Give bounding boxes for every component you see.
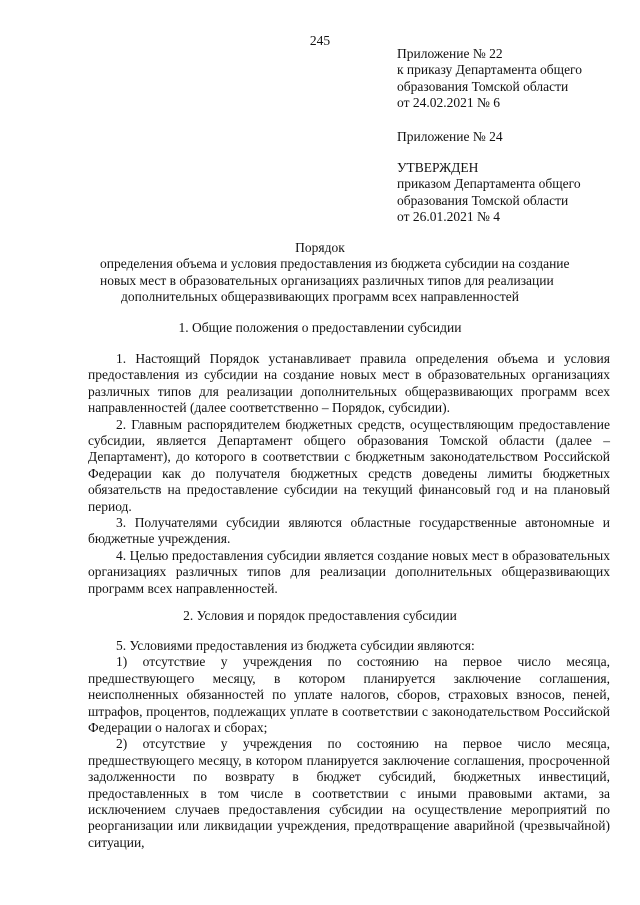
appendix-24-block — [397, 129, 627, 145]
approved-block — [397, 160, 627, 226]
appendix-24-title: Приложение № 24 — [397, 129, 503, 144]
section-2-heading: 2. Условия и порядок предоставления субсидии — [183, 608, 457, 623]
appendix-22-order-ref: к приказу Департамента общего — [397, 62, 583, 78]
section-2-paragraph: 2) отсутствие у учреждения по состоянию на первое число месяца, предшествующего месяцу, в котором планируется заключение соглашения, просроченной задолженности по возврату в бюджет субсидий, бюджетных инвестиций, предоставленных в том числе в соответствии с иными правовыми актами, за исключением случаев предоставления субсидии на осуществление мероприятий по реорганизации или ликвидации учреждения, предотвращение аварийной (чрезвычайной) ситуации, — [88, 736, 610, 850]
approved-order-ref: приказом Департамента общего — [397, 176, 581, 192]
section-1-paragraph: 3. Получателями субсидии являются областные государственные автономные и бюджетные учреждения. — [88, 515, 610, 547]
title-line-3: новых мест в образовательных организациях различных типов для реализации — [100, 272, 554, 288]
appendix-22-date: от 24.02.2021 № 6 — [397, 95, 500, 111]
section-2-body — [88, 638, 610, 851]
section-1-heading: 1. Общие положения о предоставлении субсидии — [178, 320, 462, 335]
title-line-4: дополнительных общеразвивающих программ всех направленностей — [121, 289, 519, 305]
title-line-2: определения объема и условия предоставления из бюджета субсидии на создание — [100, 256, 570, 272]
appendix-22-title: Приложение № 22 — [397, 46, 503, 61]
title-line-1: Порядок — [295, 240, 345, 255]
approved-label: УТВЕРЖДЕН — [397, 160, 479, 175]
document-title — [100, 240, 570, 306]
page-number: 245 — [309, 33, 331, 48]
section-1-paragraph: 1. Настоящий Порядок устанавливает правила определения объема и условия предоставления из субсидии на создание новых мест в образовательных организациях различных типов для реализации дополнительных общеразвивающих программ всех направленностей (далее соответственно – Порядок, субсидии). — [88, 351, 610, 416]
section-1-body — [88, 351, 610, 597]
section-2-paragraph: 1) отсутствие у учреждения по состоянию на первое число месяца, предшествующего месяцу, в котором планируется заключение соглашения, неисполненных обязанностей по уплате налогов, сборов, страховых взносов, пеней, штрафов, процентов, подлежащих уплате в соответствии с законодательством Российской Федерации о налогах и сборах; — [88, 654, 610, 736]
appendix-22-block — [397, 46, 627, 112]
section-2-paragraph: 5. Условиями предоставления из бюджета субсидии являются: — [116, 638, 475, 653]
section-1-paragraph: 2. Главным распорядителем бюджетных средств, осуществляющим предоставление субсидии, является Департамент общего образования Томской области (далее – Департамент), до которого в соответствии с бюджетным законодательством Российской Федерации как до получателя бюджетных средств доведены лимиты бюджетных обязательств на предоставление субсидии на текущий финансовый год и на плановый период. — [88, 416, 610, 514]
appendix-22-org: образования Томской области — [397, 78, 569, 94]
section-1-paragraph: 4. Целью предоставления субсидии является создание новых мест в образовательных организациях различных типов для реализации дополнительных общеразвивающих программ всех направленностей. — [88, 547, 610, 596]
approved-org: образования Томской области — [397, 192, 569, 208]
approved-date: от 26.01.2021 № 4 — [397, 209, 500, 225]
